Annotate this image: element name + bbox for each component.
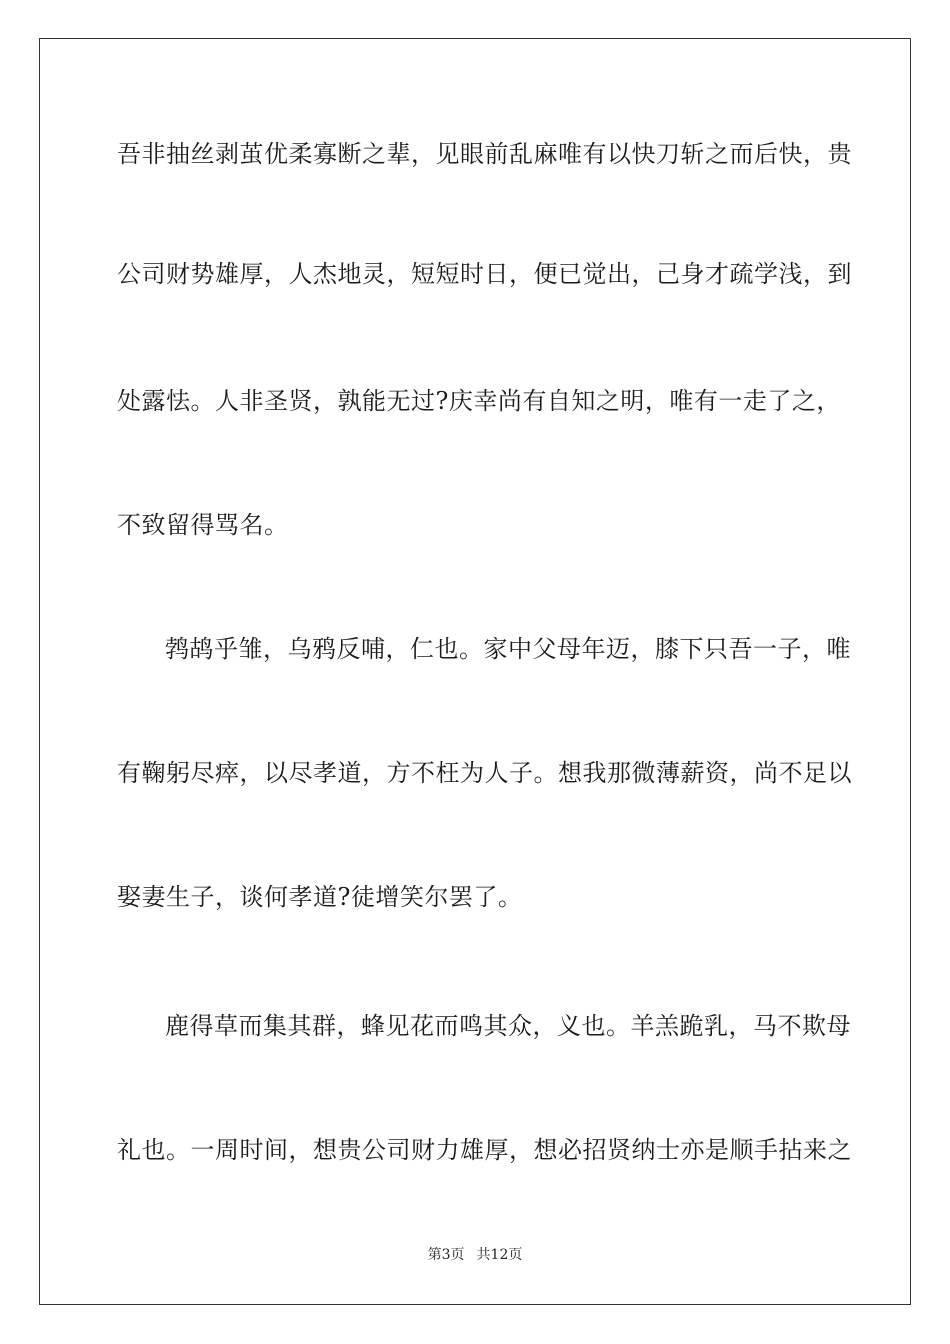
- paragraph-first-line: 鹁鸪乎雏，乌鸦反哺，仁也。家中父母年迈，膝下只吾一子，唯: [165, 635, 851, 663]
- body-text-line: 娶妻生子，谈何孝道?徒增笑尔罢了。: [117, 883, 523, 911]
- page-number: 第3页: [427, 1247, 465, 1263]
- body-text-line: 有鞠躬尽瘁，以尽孝道，方不枉为人子。想我那微薄薪资，尚不足以: [117, 759, 852, 787]
- body-text-line: 处露怯。人非圣贤，孰能无过?庆幸尚有自知之明，唯有一走了之，: [117, 387, 841, 415]
- body-text-line: 礼也。一周时间，想贵公司财力雄厚，想必招贤纳士亦是顺手拈来之: [117, 1136, 852, 1164]
- body-text-line: 不致留得骂名。: [117, 511, 289, 539]
- page-total: 共12页: [476, 1247, 523, 1263]
- page-border: [39, 38, 911, 1305]
- paragraph-first-line: 鹿得草而集其群，蜂见花而鸣其众，义也。羊羔跪乳，马不欺母: [165, 1012, 851, 1040]
- body-text-line: 吾非抽丝剥茧优柔寡断之辈，见眼前乱麻唯有以快刀斩之而后快，贵: [117, 140, 852, 168]
- body-text-line: 公司财势雄厚，人杰地灵，短短时日，便已觉出，己身才疏学浅，到: [117, 260, 852, 288]
- page-footer: [0, 1246, 950, 1264]
